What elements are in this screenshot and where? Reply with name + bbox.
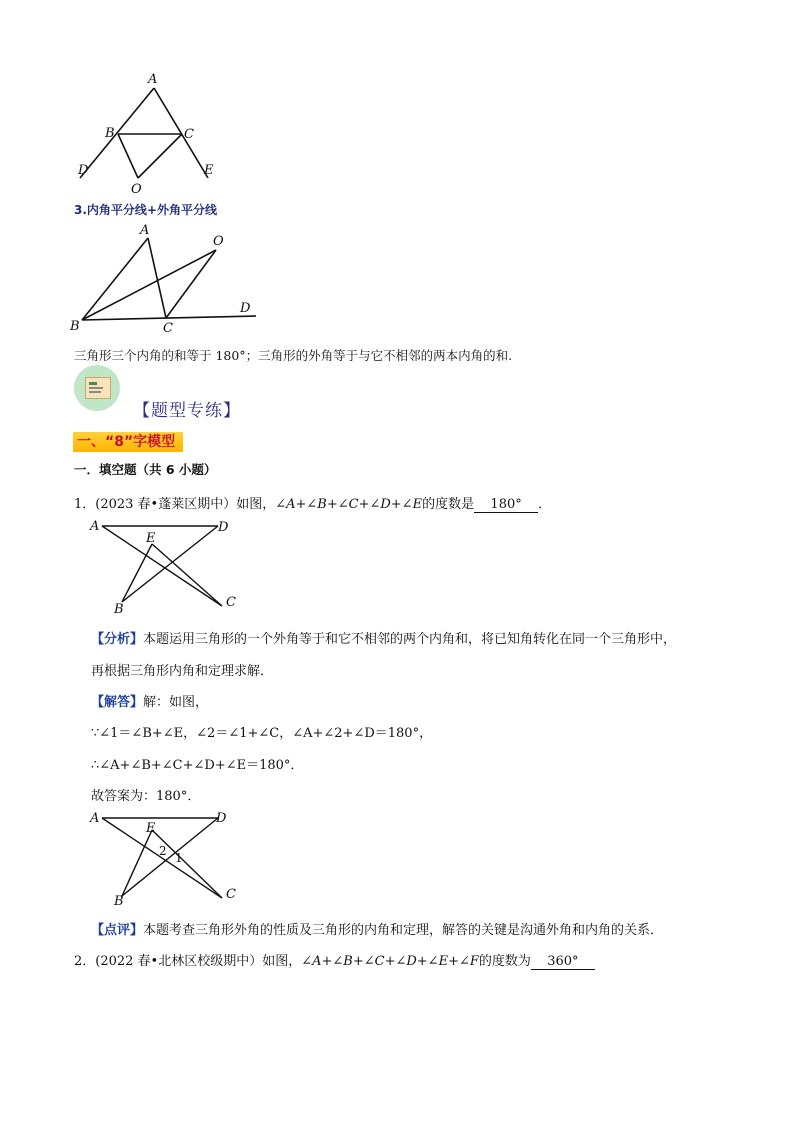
q1-prefix: 1．(2023 春•蓬莱区期中）如图，: [74, 497, 276, 512]
solution-step-1: ∵∠1＝∠B+∠E，∠2＝∠1+∠C，∠A+∠2+∠D＝180°，: [91, 726, 433, 741]
label-C: C: [226, 887, 236, 902]
comment: [91, 919, 663, 938]
label-D: D: [216, 811, 227, 826]
practice-title: 【题型专练】: [133, 401, 241, 421]
q2-answer-blank: 360°: [531, 954, 595, 970]
label-C: C: [184, 127, 194, 142]
figure-q1-star: [84, 514, 244, 616]
label-C: C: [226, 595, 236, 610]
label-B: B: [114, 894, 124, 909]
practice-icon: [74, 365, 120, 411]
question-2: [74, 950, 595, 970]
comment-tag: 【点评】: [91, 923, 144, 938]
label-C: C: [163, 321, 173, 335]
label-A: A: [148, 72, 158, 87]
section-heading-3: 3.内角平分线+外角平分线: [74, 203, 217, 217]
q1-end: ．: [538, 497, 552, 512]
label-O: O: [213, 234, 224, 249]
label-B: B: [105, 126, 115, 141]
analysis-text-1: 本题运用三角形的一个外角等于和它不相邻的两个内角和，将已知角转化在同一个三角形中，: [143, 632, 677, 647]
label-angle-1: 1: [175, 851, 183, 865]
solution-intro: [91, 691, 208, 710]
label-A: A: [140, 223, 150, 238]
solution-intro-text: 解：如图，: [143, 695, 209, 710]
q2-expression: ∠A+∠B+∠C+∠D+∠E+∠F: [301, 954, 479, 969]
comment-text: 本题考查三角形外角的性质及三角形的内角和定理，解答的关键是沟通外角和内角的关系．: [143, 923, 664, 938]
label-B: B: [114, 602, 124, 616]
label-B: B: [70, 319, 80, 334]
label-A: A: [90, 811, 100, 826]
analysis-tag: 【分析】: [91, 632, 144, 647]
label-A: A: [90, 519, 100, 534]
label-O: O: [131, 182, 142, 197]
theorem-text: 三角形三个内角的和等于 180°；三角形的外角等于与它不相邻的两本内角的和.: [74, 348, 513, 363]
figure-q1-solution: [84, 806, 244, 910]
q1-expression: ∠A+∠B+∠C+∠D+∠E: [275, 497, 423, 512]
label-D: D: [78, 163, 89, 178]
q2-suffix: 的度数为: [478, 954, 531, 969]
analysis-line-2: 再根据三角形内角和定理求解．: [91, 664, 274, 679]
q2-prefix: 2．(2022 春•北林区校级期中）如图，: [74, 954, 302, 969]
label-angle-2: 2: [159, 844, 167, 858]
figure-interior-exterior-bisector: [68, 220, 263, 335]
analysis-line-1: [91, 628, 676, 647]
label-D: D: [240, 301, 251, 316]
label-E: E: [146, 821, 156, 836]
q1-suffix: 的度数是: [422, 497, 475, 512]
fill-section-heading: 一．填空题（共 6 小题）: [74, 462, 217, 477]
question-1: [74, 493, 551, 513]
label-E: E: [146, 531, 156, 546]
solution-step-2: ∴∠A+∠B+∠C+∠D+∠E＝180°．: [91, 758, 304, 773]
model-title: 一、“8”字模型: [73, 432, 183, 452]
figure-triangle-exterior-bisectors: [72, 66, 232, 198]
label-E: E: [204, 163, 214, 178]
label-D: D: [218, 520, 229, 535]
solution-answer: 故答案为：180°．: [91, 789, 201, 804]
q1-answer-blank: 180°: [474, 497, 538, 513]
solution-tag: 【解答】: [91, 695, 144, 710]
